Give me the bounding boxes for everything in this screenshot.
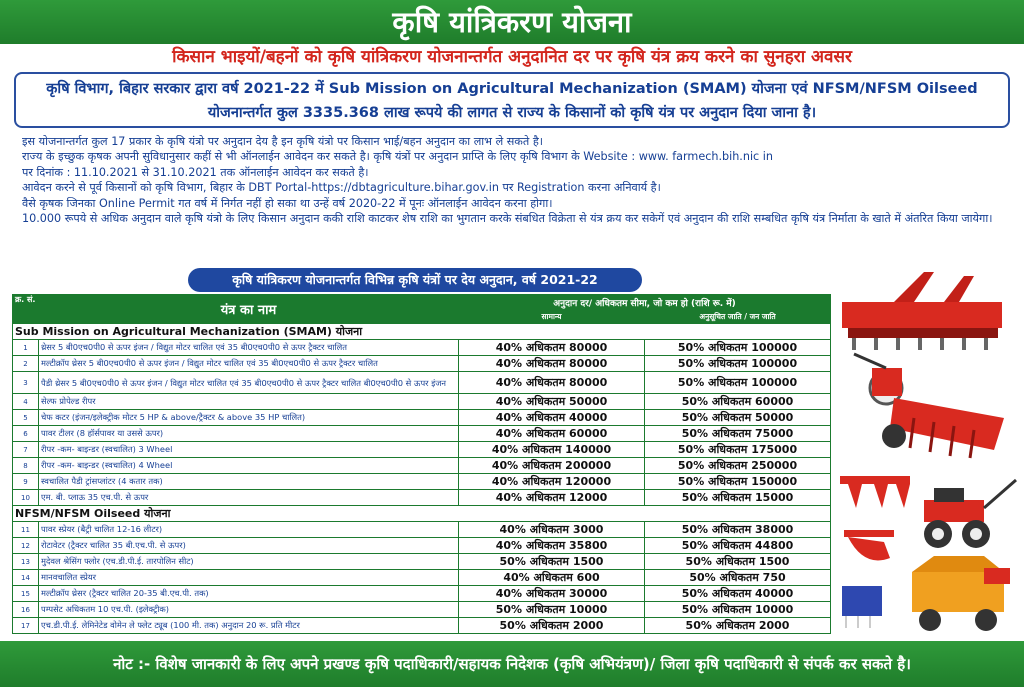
table-row [13, 490, 831, 506]
table-row [13, 474, 831, 490]
row-sc-rate: 50% अधिकतम 60000 [645, 394, 831, 410]
row-sc-rate: 50% अधिकतम 38000 [645, 522, 831, 538]
row-sc-rate: 50% अधिकतम 250000 [645, 458, 831, 474]
row-name: पावर स्प्रेयर (बैट्री चालित 12-16 लीटर) [39, 522, 459, 538]
row-sc-rate: 50% अधिकतम 750 [645, 570, 831, 586]
row-sn: 1 [13, 340, 39, 356]
row-name: पम्पसेट अधिकतम 10 एच.पी. (इलेक्ट्रीक) [39, 602, 459, 618]
col-header-general: सामान्य [459, 311, 645, 324]
thresher-icon [912, 556, 1010, 631]
plough-icon [840, 476, 910, 508]
row-sn: 5 [13, 410, 39, 426]
table-row [13, 618, 831, 634]
intro-box [14, 72, 1010, 128]
col-header-cap: अनुदान दर/ अधिकतम सीमा, जो कम हो (राशि रू. में) [459, 295, 831, 311]
reaper-icon [854, 354, 1004, 458]
section-label: Sub Mission on Agricultural Mechanization (SMAM) योजना [13, 324, 831, 340]
row-sn: 15 [13, 586, 39, 602]
table-row [13, 538, 831, 554]
row-sn: 11 [13, 522, 39, 538]
intro-line-1: कृषि विभाग, बिहार सरकार द्वारा वर्ष 2021-22 में Sub Mission on Agricultural Mechanization (SMAM) योजना एवं NFSM/NFSM Oilseed [46, 81, 978, 97]
row-name: पावर टीलर (8 हॉर्सपावर या उससे ऊपर) [39, 426, 459, 442]
row-sc-rate: 50% अधिकतम 10000 [645, 602, 831, 618]
row-sn: 10 [13, 490, 39, 506]
row-name: थ्रेसर 5 बी0एच0पी0 से ऊपर इंजन / विद्युत मोटर चालित एवं 35 बी0एच0पी0 से ऊपर ट्रैक्टर चालित [39, 340, 459, 356]
footer-note: नोट :- विशेष जानकारी के लिए अपने प्रखण्ड कृषि पदाधिकारी/सहायक निदेशक (कृषि अभियंत्रण)/ जिला कृषि पदाधिकारी से संपर्क कर सकते है। [0, 641, 1024, 687]
row-sn: 17 [13, 618, 39, 634]
power-tiller-icon [924, 480, 1016, 548]
row-general-rate: 40% अधिकतम 50000 [459, 394, 645, 410]
row-sn: 6 [13, 426, 39, 442]
row-sn: 8 [13, 458, 39, 474]
row-general-rate: 40% अधिकतम 3000 [459, 522, 645, 538]
table-row [13, 554, 831, 570]
row-sc-rate: 50% अधिकतम 2000 [645, 618, 831, 634]
row-name: रीपर -कम- बाइन्डर (स्वचालित) 4 Wheel [39, 458, 459, 474]
mb-plough-icon [844, 530, 894, 560]
row-name: मानवचालित स्प्रेयर [39, 570, 459, 586]
table-row [13, 410, 831, 426]
row-general-rate: 40% अधिकतम 200000 [459, 458, 645, 474]
row-name: एच.डी.पी.ई. लेमिनेटेड वोमेन ले फ्लेट ट्यूब (100 मी. तक) अनुदान 20 रू. प्रति मीटर [39, 618, 459, 634]
row-sc-rate: 50% अधिकतम 100000 [645, 372, 831, 394]
subsidy-table [12, 294, 831, 634]
row-sn: 14 [13, 570, 39, 586]
table-row [13, 442, 831, 458]
row-sc-rate: 50% अधिकतम 175000 [645, 442, 831, 458]
table-row [13, 426, 831, 442]
row-sn: 9 [13, 474, 39, 490]
table-row [13, 372, 831, 394]
page-title: कृषि यांत्रिकरण योजना [0, 0, 1024, 44]
table-heading: कृषि यांत्रिकरण योजनान्तर्गत विभिन्न कृषि यंत्रों पर देय अनुदान, वर्ष 2021-22 [188, 268, 642, 292]
info-section [22, 134, 1012, 226]
row-sc-rate: 50% अधिकतम 44800 [645, 538, 831, 554]
row-sc-rate: 50% अधिकतम 15000 [645, 490, 831, 506]
table-row [13, 458, 831, 474]
transplanter-icon [842, 586, 882, 628]
row-sc-rate: 50% अधिकतम 40000 [645, 586, 831, 602]
row-general-rate: 50% अधिकतम 10000 [459, 602, 645, 618]
info-line: वैसे कृषक जिनका Online Permit गत वर्ष में निर्गत नहीं हो सका था उन्हें वर्ष 2020-22 में पूनः ऑनलाईन आवेदन करना होगा। [22, 196, 553, 210]
table-row [13, 570, 831, 586]
row-name: स्वचालित पैडी ट्रांसप्लांटर (4 कतार तक) [39, 474, 459, 490]
row-general-rate: 50% अधिकतम 2000 [459, 618, 645, 634]
section-row-smam [13, 324, 831, 340]
row-general-rate: 40% अधिकतम 80000 [459, 372, 645, 394]
row-sn: 13 [13, 554, 39, 570]
table-row [13, 522, 831, 538]
row-sc-rate: 50% अधिकतम 75000 [645, 426, 831, 442]
info-line: राज्य के इच्छुक कृषक अपनी सुविधानुसार कहीं से भी ऑनलाईन आवेदन कर सकते है। कृषि यंत्रों पर अनुदान प्राप्ति के लिए कृषि विभाग के Website : www. farmech.bih.nic in [22, 150, 773, 164]
row-sc-rate: 50% अधिकतम 1500 [645, 554, 831, 570]
row-name: रीपर -कम- बाइन्डर (स्वचालित) 3 Wheel [39, 442, 459, 458]
row-general-rate: 40% अधिकतम 12000 [459, 490, 645, 506]
info-line: पर दिनांक : 11.10.2021 से 31.10.2021 तक ऑनलाईन आवेदन कर सकते है। [22, 165, 369, 179]
row-sn: 12 [13, 538, 39, 554]
row-name: पैडी थ्रेसर 5 बी0एच0पी0 से ऊपर इंजन / विद्युत मोटर चालित एवं 35 बी0एच0पी0 से ऊपर ट्रैक्टर चालित बी0एच0पी0 से ऊपर इंजन [39, 372, 459, 394]
row-name: मल्टीक्रॉप थ्रेसर 5 बी0एच0पी0 से ऊपर इंजन / विद्युत मोटर चालित एवं 35 बी0एच0पी0 से ऊपर ट्रैक्टर चालित [39, 356, 459, 372]
row-sc-rate: 50% अधिकतम 150000 [645, 474, 831, 490]
section-label: NFSM/NFSM Oilseed योजना [13, 506, 831, 522]
row-name: एम. बी. प्लाऊ 35 एच.पी. से ऊपर [39, 490, 459, 506]
row-name: रोटावेटर (ट्रैक्टर चालित 35 बी.एच.पी. से ऊपर) [39, 538, 459, 554]
row-name: मल्टीक्रॉप थ्रेसर (ट्रैक्टर चालित 20-35 बी.एच.पी. तक) [39, 586, 459, 602]
table-row [13, 602, 831, 618]
table-row [13, 586, 831, 602]
table-row [13, 356, 831, 372]
row-general-rate: 40% अधिकतम 80000 [459, 340, 645, 356]
row-general-rate: 40% अधिकतम 60000 [459, 426, 645, 442]
row-sn: 7 [13, 442, 39, 458]
row-sc-rate: 50% अधिकतम 100000 [645, 340, 831, 356]
row-sn: 3 [13, 372, 39, 394]
row-general-rate: 40% अधिकतम 30000 [459, 586, 645, 602]
row-sn: 16 [13, 602, 39, 618]
machine-illustrations [834, 268, 1018, 638]
intro-line-2: योजनान्तर्गत कुल 3335.368 लाख रूपये की लागत से राज्य के किसानों को कृषि यंत्र पर अनुदान दिया जाना है। [207, 105, 817, 121]
row-sc-rate: 50% अधिकतम 50000 [645, 410, 831, 426]
row-name: चेफ कटर (इंजन/इलेक्ट्रीक मोटर 5 HP & above/ट्रैक्टर & above 35 HP चालित) [39, 410, 459, 426]
row-name: मुदेवल श्रेसिंग फ्लोर (एच.डी.पी.ई. तारपोलिन सीट) [39, 554, 459, 570]
col-header-name: यंत्र का नाम [39, 295, 459, 324]
section-row-nfsm [13, 506, 831, 522]
col-header-sc: अनुसूचित जाति / जन जाति [645, 311, 831, 324]
rotavator-icon [842, 272, 1002, 350]
row-sc-rate: 50% अधिकतम 100000 [645, 356, 831, 372]
page-subtitle: किसान भाइयों/बहनों को कृषि यांत्रिकरण योजनान्तर्गत अनुदानित दर पर कृषि यंत्र क्रय करने का सुनहरा अवसर [172, 47, 852, 67]
row-sn: 4 [13, 394, 39, 410]
info-line: इस योजनान्तर्गत कुल 17 प्रकार के कृषि यंत्रो पर अनुदान देय है इन कृषि यंत्रो पर किसान भाई/बहन अनुदान का लाभ ले सकते है। [22, 135, 544, 148]
row-general-rate: 40% अधिकतम 80000 [459, 356, 645, 372]
info-line: 10.000 रूपये से अधिक अनुदान वाले कृषि यंत्रो के लिए किसान अनुदान ककी राशि काटकर शेष राशि का भुगतान करके संबधित विक्रेता से यंत्र क्रय कर सकेगें एवं अनुदान की राशि सम्बधित कृषि यंत्र निर्माता के खाते में अंतरित किया जायेगा। [22, 212, 993, 226]
row-general-rate: 40% अधिकतम 120000 [459, 474, 645, 490]
row-general-rate: 40% अधिकतम 40000 [459, 410, 645, 426]
row-name: सेल्फ प्रोपेल्ड रीपर [39, 394, 459, 410]
col-header-sn: क्र. सं. [13, 295, 39, 324]
row-general-rate: 50% अधिकतम 1500 [459, 554, 645, 570]
table-row [13, 394, 831, 410]
row-general-rate: 40% अधिकतम 140000 [459, 442, 645, 458]
row-sn: 2 [13, 356, 39, 372]
info-line: आवेदन करने से पूर्व किसानों को कृषि विभाग, बिहार के DBT Portal-https://dbtagriculture.bihar.gov.in पर Registration करना अनिवार्य है। [22, 181, 661, 195]
table-row [13, 340, 831, 356]
row-general-rate: 40% अधिकतम 35800 [459, 538, 645, 554]
row-general-rate: 40% अधिकतम 600 [459, 570, 645, 586]
